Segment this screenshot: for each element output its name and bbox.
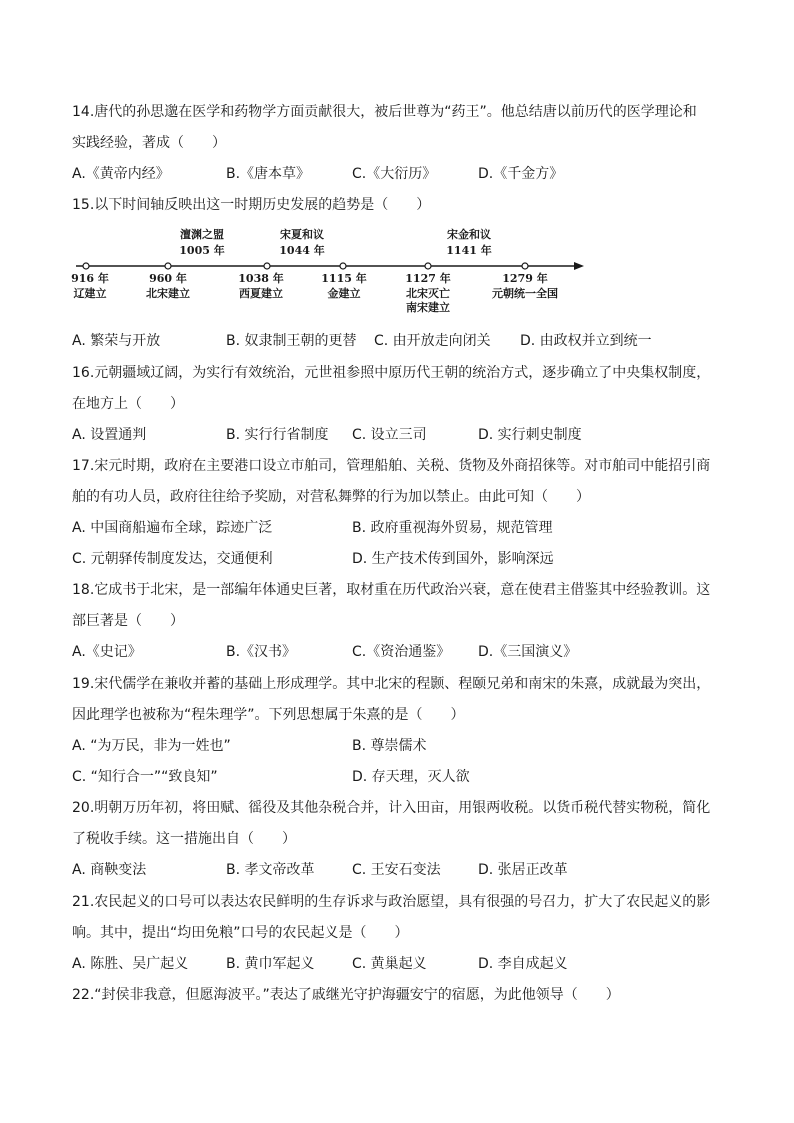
q18-option-d: D.《三国演义》 xyxy=(478,644,578,660)
q17-option-a: A. 中国商船遍布全球，踪迹广泛 xyxy=(72,520,273,536)
q17-stem-line1: 17.宋元时期，政府在主要港口设立市舶司，管理船舶、关税、货物及外商招徕等。对市舶司中能招引商 xyxy=(72,458,711,474)
timeline-dot xyxy=(340,263,346,269)
timeline-below-year: 1127 年 xyxy=(405,272,451,285)
q15-option-d: D. 由政权并立到统一 xyxy=(520,333,652,349)
q17-option-d: D. 生产技术传到国外，影响深远 xyxy=(352,551,554,567)
timeline-above-name: 宋夏和议 xyxy=(280,228,324,241)
q16-option-a: A. 设置通判 xyxy=(72,427,147,443)
q17-option-c: C. 元朝驿传制度发达，交通便利 xyxy=(72,551,273,567)
q21-option-b: B. 黄巾军起义 xyxy=(226,956,315,972)
timeline-below-label: 辽建立 xyxy=(73,287,107,300)
timeline-below-label: 北宋灭亡 xyxy=(406,287,450,300)
q20-option-c: C. 王安石变法 xyxy=(352,862,441,878)
timeline-below-label: 南宋建立 xyxy=(406,301,450,314)
timeline-below-year: 1279 年 xyxy=(502,272,548,285)
timeline-above-year: 1005 年 xyxy=(179,244,225,257)
q21-stem-line2: 响。其中，提出“均田免粮”口号的农民起义是（ ） xyxy=(72,925,409,941)
q20-option-a: A. 商鞅变法 xyxy=(72,862,147,878)
timeline-above-year: 1141 年 xyxy=(446,244,492,257)
timeline-below-year: 1115 年 xyxy=(321,272,367,285)
q18-option-b: B.《汉书》 xyxy=(226,644,297,660)
q19-option-b: B. 尊崇儒术 xyxy=(352,738,427,754)
timeline-above-name: 宋金和议 xyxy=(447,228,491,241)
timeline-dot xyxy=(165,263,171,269)
q21-stem-line1: 21.农民起义的口号可以表达农民鲜明的生存诉求与政治愿望，具有很强的号召力，扩大了农民起义的影 xyxy=(72,894,711,910)
q18-option-c: C.《资治通鉴》 xyxy=(352,644,451,660)
timeline-above-year: 1044 年 xyxy=(279,244,325,257)
q16-option-c: C. 设立三司 xyxy=(352,427,427,443)
q15-option-c: C. 由开放走向闭关 xyxy=(374,333,491,349)
q14-stem-line1: 14.唐代的孙思邈在医学和药物学方面贡献很大，被后世尊为“药王”。他总结唐以前历代的医学理论和 xyxy=(72,104,697,120)
timeline-figure xyxy=(71,226,592,314)
q15-option-b: B. 奴隶制王朝的更替 xyxy=(226,333,357,349)
q18-stem-line1: 18.它成书于北宋，是一部编年体通史巨著，取材重在历代政治兴衰，意在使君主借鉴其中经验教训。这 xyxy=(72,582,711,598)
q19-stem-line1: 19.宋代儒学在兼收并蓄的基础上形成理学。其中北宋的程颢、程颐兄弟和南宋的朱熹，成就最为突出， xyxy=(72,676,711,692)
q15-stem-line1: 15.以下时间轴反映出这一时期历史发展的趋势是（ ） xyxy=(72,197,431,213)
timeline-below-label: 金建立 xyxy=(327,287,361,300)
q20-option-d: D. 张居正改革 xyxy=(478,862,568,878)
q14-option-a: A.《黄帝内经》 xyxy=(72,166,170,182)
q20-stem-line1: 20.明朝万历年初，将田赋、徭役及其他杂税合并，计入田亩，用银两收税。以货币税代替实物税，简化 xyxy=(72,800,711,816)
q16-option-d: D. 实行刺史制度 xyxy=(478,427,582,443)
timeline-below-year: 960 年 xyxy=(149,272,187,285)
timeline-arrow-icon xyxy=(574,262,584,270)
timeline-above-name: 澶渊之盟 xyxy=(180,228,224,241)
q15-option-a: A. 繁荣与开放 xyxy=(72,333,161,349)
q20-stem-line2: 了税收手续。这一措施出自（ ） xyxy=(72,831,296,847)
q17-option-b: B. 政府重视海外贸易，规范管理 xyxy=(352,520,553,536)
q20-option-b: B. 孝文帝改革 xyxy=(226,862,315,878)
q14-option-d: D.《千金方》 xyxy=(478,166,564,182)
q21-option-d: D. 李自成起义 xyxy=(478,956,568,972)
timeline-below-year: 916 年 xyxy=(71,272,109,285)
timeline-dot xyxy=(425,263,431,269)
q19-stem-line2: 因此理学也被称为“程朱理学”。下列思想属于朱熹的是（ ） xyxy=(72,707,465,723)
timeline-below-label: 元朝统一全国 xyxy=(492,287,558,300)
q19-option-d: D. 存天理，灭人欲 xyxy=(352,769,470,785)
timeline-dot xyxy=(264,263,270,269)
timeline-below-label: 西夏建立 xyxy=(239,287,283,300)
q18-stem-line2: 部巨著是（ ） xyxy=(72,613,184,629)
q14-stem-line2: 实践经验，著成（ ） xyxy=(72,135,226,151)
timeline-below-year: 1038 年 xyxy=(238,272,284,285)
q21-option-a: A. 陈胜、吴广起义 xyxy=(72,956,189,972)
q22-stem-line1: 22.“封侯非我意，但愿海波平。”表达了戚继光守护海疆安宁的宿愿，为此他领导（ ） xyxy=(72,987,620,1003)
q21-option-c: C. 黄巢起义 xyxy=(352,956,427,972)
q16-stem-line1: 16.元朝疆域辽阔，为实行有效统治，元世祖参照中原历代王朝的统治方式，逐步确立了中央集权制度， xyxy=(72,365,711,381)
q16-stem-line2: 在地方上（ ） xyxy=(72,396,184,412)
q17-stem-line2: 舶的有功人员，政府往往给予奖励，对营私舞弊的行为加以禁止。由此可知（ ） xyxy=(72,489,590,505)
q19-option-c: C. “知行合一”“致良知” xyxy=(72,769,218,785)
timeline-dot xyxy=(522,263,528,269)
timeline-dot xyxy=(83,263,89,269)
q18-option-a: A.《史记》 xyxy=(72,644,142,660)
q14-option-c: C.《大衍历》 xyxy=(352,166,437,182)
timeline-below-label: 北宋建立 xyxy=(146,287,190,300)
q14-option-b: B.《唐本草》 xyxy=(226,166,311,182)
q19-option-a: A. “为万民，非为一姓也” xyxy=(72,738,231,754)
q16-option-b: B. 实行行省制度 xyxy=(226,427,329,443)
